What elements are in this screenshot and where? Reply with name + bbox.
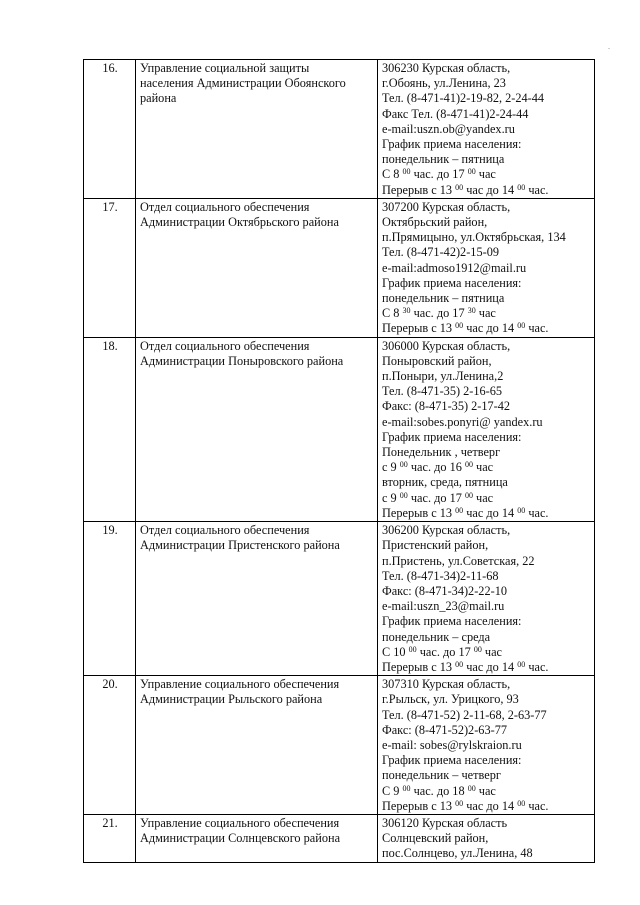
contact-info-line bbox=[382, 738, 591, 753]
contact-info-text: час до 14 bbox=[463, 505, 518, 520]
contact-info-text: Октябрьский район, bbox=[382, 215, 488, 230]
contact-info-text: Перерыв с 13 bbox=[382, 659, 456, 674]
contact-info-text: Тел. (8-471-42)2-15-09 bbox=[382, 245, 499, 260]
time-minutes-superscript: 00 bbox=[455, 505, 464, 515]
time-minutes-superscript: 30 bbox=[402, 306, 411, 316]
contact-info-line bbox=[382, 339, 591, 354]
contact-info-line bbox=[382, 614, 591, 629]
contact-info-text: час. bbox=[525, 659, 549, 674]
contact-info-line bbox=[382, 276, 591, 291]
contact-info-text: Факс: (8-471-34)2-22-10 bbox=[382, 583, 507, 598]
time-minutes-superscript: 00 bbox=[517, 505, 526, 515]
contact-info-line bbox=[382, 723, 591, 738]
table-row bbox=[84, 60, 595, 199]
contact-info-line bbox=[382, 291, 591, 306]
time-minutes-superscript: 30 bbox=[467, 306, 476, 316]
contact-info-line bbox=[382, 584, 591, 599]
contact-info-line bbox=[382, 261, 591, 276]
contact-info-text: понедельник – среда bbox=[382, 629, 491, 644]
contact-info-line bbox=[382, 784, 591, 799]
contact-info-line bbox=[382, 846, 591, 861]
time-minutes-superscript: 00 bbox=[399, 490, 408, 500]
agency-name-line: Администрации Рыльского района bbox=[140, 692, 323, 707]
contact-info-line bbox=[382, 599, 591, 614]
agency-name-line: Администрации Октябрьского района bbox=[140, 215, 339, 230]
agency-name-line: населения Администрации Обоянского bbox=[140, 76, 346, 91]
contact-info-text: час bbox=[475, 783, 496, 798]
contact-info-cell bbox=[378, 60, 595, 199]
contact-info-text: С 8 bbox=[382, 306, 403, 321]
contact-info-text: с 9 bbox=[382, 460, 400, 475]
contact-info-text: Перерыв с 13 bbox=[382, 182, 456, 197]
contact-info-text: час. bbox=[525, 182, 549, 197]
contact-info-text: График приема населения: bbox=[382, 275, 522, 290]
contact-info-line bbox=[382, 523, 591, 538]
contact-info-text: час bbox=[475, 306, 496, 321]
contact-info-text: Солнцевский район, bbox=[382, 831, 489, 846]
contact-info-text: e-mail:uszn.ob@yandex.ru bbox=[382, 121, 515, 136]
agency-name-cell bbox=[136, 522, 378, 676]
contact-info-cell bbox=[378, 814, 595, 862]
contact-info-line bbox=[382, 183, 591, 198]
row-number: 21. bbox=[84, 814, 136, 862]
time-minutes-superscript: 00 bbox=[408, 644, 417, 654]
social-services-table bbox=[83, 59, 595, 863]
contact-info-text: вторник, среда, пятница bbox=[382, 475, 508, 490]
row-number: 20. bbox=[84, 676, 136, 815]
contact-info-text: С 10 bbox=[382, 644, 409, 659]
agency-name-line: Отдел социального обеспечения bbox=[140, 338, 310, 353]
contact-info-line bbox=[382, 91, 591, 106]
contact-info-line bbox=[382, 460, 591, 475]
agency-name-line: Отдел социального обеспечения bbox=[140, 523, 310, 538]
contact-info-line bbox=[382, 538, 591, 553]
table-row bbox=[84, 198, 595, 337]
time-minutes-superscript: 00 bbox=[517, 182, 526, 192]
contact-info-text: График приема населения: bbox=[382, 614, 522, 629]
contact-info-text: час bbox=[472, 490, 494, 505]
contact-info-text: час bbox=[475, 167, 496, 182]
contact-info-text: Тел. (8-471-35) 2-16-65 bbox=[382, 384, 503, 399]
contact-info-line bbox=[382, 692, 591, 707]
table-row bbox=[84, 676, 595, 815]
contact-info-line bbox=[382, 61, 591, 76]
contact-info-text: п.Прямицыно, ул.Октябрьская, 134 bbox=[382, 230, 566, 245]
contact-info-text: С 8 bbox=[382, 167, 403, 182]
row-number: 16. bbox=[84, 60, 136, 199]
agency-name-cell bbox=[136, 60, 378, 199]
contact-info-text: 306200 Курская область, bbox=[382, 523, 511, 538]
contact-info-line bbox=[382, 230, 591, 245]
time-minutes-superscript: 00 bbox=[399, 460, 408, 470]
time-minutes-superscript: 00 bbox=[473, 644, 482, 654]
contact-info-text: час. до 17 bbox=[410, 167, 468, 182]
row-number: 19. bbox=[84, 522, 136, 676]
time-minutes-superscript: 00 bbox=[455, 321, 464, 331]
contact-info-text: Факс: (8-471-52)2-63-77 bbox=[382, 722, 507, 737]
contact-info-line bbox=[382, 677, 591, 692]
contact-info-line bbox=[382, 569, 591, 584]
contact-info-text: час bbox=[472, 460, 494, 475]
contact-info-text: час. до 17 bbox=[410, 306, 468, 321]
agency-name-line: Отдел социального обеспечения bbox=[140, 199, 310, 214]
agency-name-cell bbox=[136, 198, 378, 337]
agency-name-line: района bbox=[140, 91, 177, 106]
contact-info-text: час. до 17 bbox=[416, 644, 474, 659]
contact-info-line bbox=[382, 506, 591, 521]
time-minutes-superscript: 00 bbox=[467, 783, 476, 793]
contact-info-text: График приема населения: bbox=[382, 137, 522, 152]
contact-info-text: Тел. (8-471-52) 2-11-68, 2-63-77 bbox=[382, 707, 547, 722]
contact-info-text: Факс Тел. (8-471-41)2-24-44 bbox=[382, 106, 529, 121]
contact-info-line bbox=[382, 245, 591, 260]
contact-info-text: 307310 Курская область, bbox=[382, 677, 511, 692]
contact-info-line bbox=[382, 415, 591, 430]
agency-name-line: Администрации Солнцевского района bbox=[140, 831, 341, 846]
agency-name-cell bbox=[136, 814, 378, 862]
contact-info-text: 307200 Курская область, bbox=[382, 199, 511, 214]
contact-info-text: час. bbox=[525, 321, 549, 336]
time-minutes-superscript: 00 bbox=[517, 321, 526, 331]
contact-info-line bbox=[382, 354, 591, 369]
contact-info-text: час. до 17 bbox=[407, 490, 465, 505]
time-minutes-superscript: 00 bbox=[517, 798, 526, 808]
contact-info-line bbox=[382, 491, 591, 506]
contact-info-line bbox=[382, 200, 591, 215]
contact-info-line bbox=[382, 816, 591, 831]
contact-info-line bbox=[382, 321, 591, 336]
contact-info-line bbox=[382, 122, 591, 137]
contact-info-cell bbox=[378, 676, 595, 815]
contact-info-line bbox=[382, 660, 591, 675]
contact-info-line bbox=[382, 369, 591, 384]
contact-info-text: e-mail: sobes@rylskraion.ru bbox=[382, 737, 522, 752]
contact-info-line bbox=[382, 107, 591, 122]
contact-info-text: понедельник – пятница bbox=[382, 152, 505, 167]
contact-info-text: час bbox=[481, 644, 503, 659]
contact-info-line bbox=[382, 215, 591, 230]
contact-info-line bbox=[382, 384, 591, 399]
contact-info-text: час. до 16 bbox=[407, 460, 465, 475]
contact-info-text: 306120 Курская область bbox=[382, 815, 508, 830]
contact-info-text: час. bbox=[525, 505, 549, 520]
time-minutes-superscript: 00 bbox=[455, 182, 464, 192]
contact-info-text: час до 14 bbox=[463, 659, 518, 674]
contact-info-text: час до 14 bbox=[463, 182, 518, 197]
time-minutes-superscript: 00 bbox=[517, 659, 526, 669]
contact-info-text: час. до 18 bbox=[410, 783, 468, 798]
contact-info-line bbox=[382, 445, 591, 460]
contact-info-line bbox=[382, 753, 591, 768]
contact-info-text: Перерыв с 13 bbox=[382, 321, 456, 336]
time-minutes-superscript: 00 bbox=[402, 167, 411, 177]
contact-info-text: г.Рыльск, ул. Урицкого, 93 bbox=[382, 692, 519, 707]
row-number: 18. bbox=[84, 337, 136, 521]
contact-info-line bbox=[382, 768, 591, 783]
contact-info-cell bbox=[378, 198, 595, 337]
table-row bbox=[84, 814, 595, 862]
agency-name-cell bbox=[136, 337, 378, 521]
contact-info-text: Пристенский район, bbox=[382, 538, 489, 553]
contact-info-line bbox=[382, 554, 591, 569]
table-row bbox=[84, 522, 595, 676]
contact-info-text: Факс: (8-471-35) 2-17-42 bbox=[382, 399, 511, 414]
contact-info-text: час до 14 bbox=[463, 798, 518, 813]
contact-info-text: пос.Солнцево, ул.Ленина, 48 bbox=[382, 846, 533, 861]
table-row bbox=[84, 337, 595, 521]
contact-info-text: График приема населения: bbox=[382, 753, 522, 768]
contact-info-line bbox=[382, 76, 591, 91]
time-minutes-superscript: 00 bbox=[467, 167, 476, 177]
contact-info-line bbox=[382, 645, 591, 660]
contact-info-text: понедельник – пятница bbox=[382, 291, 505, 306]
contact-info-text: 306230 Курская область, bbox=[382, 61, 511, 75]
time-minutes-superscript: 00 bbox=[455, 659, 464, 669]
contact-info-text: Тел. (8-471-41)2-19-82, 2-24-44 bbox=[382, 91, 545, 106]
contact-info-text: п.Пристень, ул.Советская, 22 bbox=[382, 553, 535, 568]
time-minutes-superscript: 00 bbox=[402, 783, 411, 793]
agency-name-line: Управление социального обеспечения bbox=[140, 815, 340, 830]
contact-info-cell bbox=[378, 522, 595, 676]
time-minutes-superscript: 00 bbox=[455, 798, 464, 808]
agency-name-line: Управление социальной защиты bbox=[140, 61, 310, 75]
contact-info-text: 306000 Курская область, bbox=[382, 338, 511, 353]
agency-name-line: Администрации Поныровского района bbox=[140, 353, 344, 368]
contact-info-line bbox=[382, 306, 591, 321]
contact-info-line bbox=[382, 399, 591, 414]
contact-info-cell bbox=[378, 337, 595, 521]
contact-info-line bbox=[382, 167, 591, 182]
contact-info-text: График приема населения: bbox=[382, 429, 522, 444]
contact-info-line bbox=[382, 430, 591, 445]
contact-info-text: час. bbox=[525, 798, 549, 813]
page-corner-mark: . bbox=[608, 42, 610, 51]
contact-info-text: понедельник – четверг bbox=[382, 768, 501, 783]
contact-info-text: e-mail:uszn_23@mail.ru bbox=[382, 599, 505, 614]
row-number: 17. bbox=[84, 198, 136, 337]
time-minutes-superscript: 00 bbox=[464, 490, 473, 500]
contact-info-text: Понедельник , четверг bbox=[382, 445, 501, 460]
contact-info-text: Перерыв с 13 bbox=[382, 505, 456, 520]
contact-info-text: Поныровский район, bbox=[382, 353, 492, 368]
agency-name-line: Администрации Пристенского района bbox=[140, 538, 340, 553]
time-minutes-superscript: 00 bbox=[464, 460, 473, 470]
contact-info-text: час до 14 bbox=[463, 321, 518, 336]
contact-info-text: С 9 bbox=[382, 783, 403, 798]
contact-info-line bbox=[382, 475, 591, 490]
contact-info-line bbox=[382, 831, 591, 846]
contact-info-line bbox=[382, 152, 591, 167]
contact-info-text: Перерыв с 13 bbox=[382, 798, 456, 813]
contact-info-text: e-mail:sobes.ponyri@ yandex.ru bbox=[382, 414, 543, 429]
contact-info-text: п.Поныри, ул.Ленина,2 bbox=[382, 369, 504, 384]
contact-info-text: Тел. (8-471-34)2-11-68 bbox=[382, 568, 499, 583]
contact-info-text: г.Обоянь, ул.Ленина, 23 bbox=[382, 76, 506, 91]
contact-info-text: e-mail:admoso1912@mail.ru bbox=[382, 260, 527, 275]
contact-info-line bbox=[382, 137, 591, 152]
contact-info-line bbox=[382, 630, 591, 645]
contact-info-line bbox=[382, 799, 591, 814]
agency-name-cell bbox=[136, 676, 378, 815]
contact-info-line bbox=[382, 708, 591, 723]
contact-info-text: с 9 bbox=[382, 490, 400, 505]
agency-name-line: Управление социального обеспечения bbox=[140, 677, 340, 692]
